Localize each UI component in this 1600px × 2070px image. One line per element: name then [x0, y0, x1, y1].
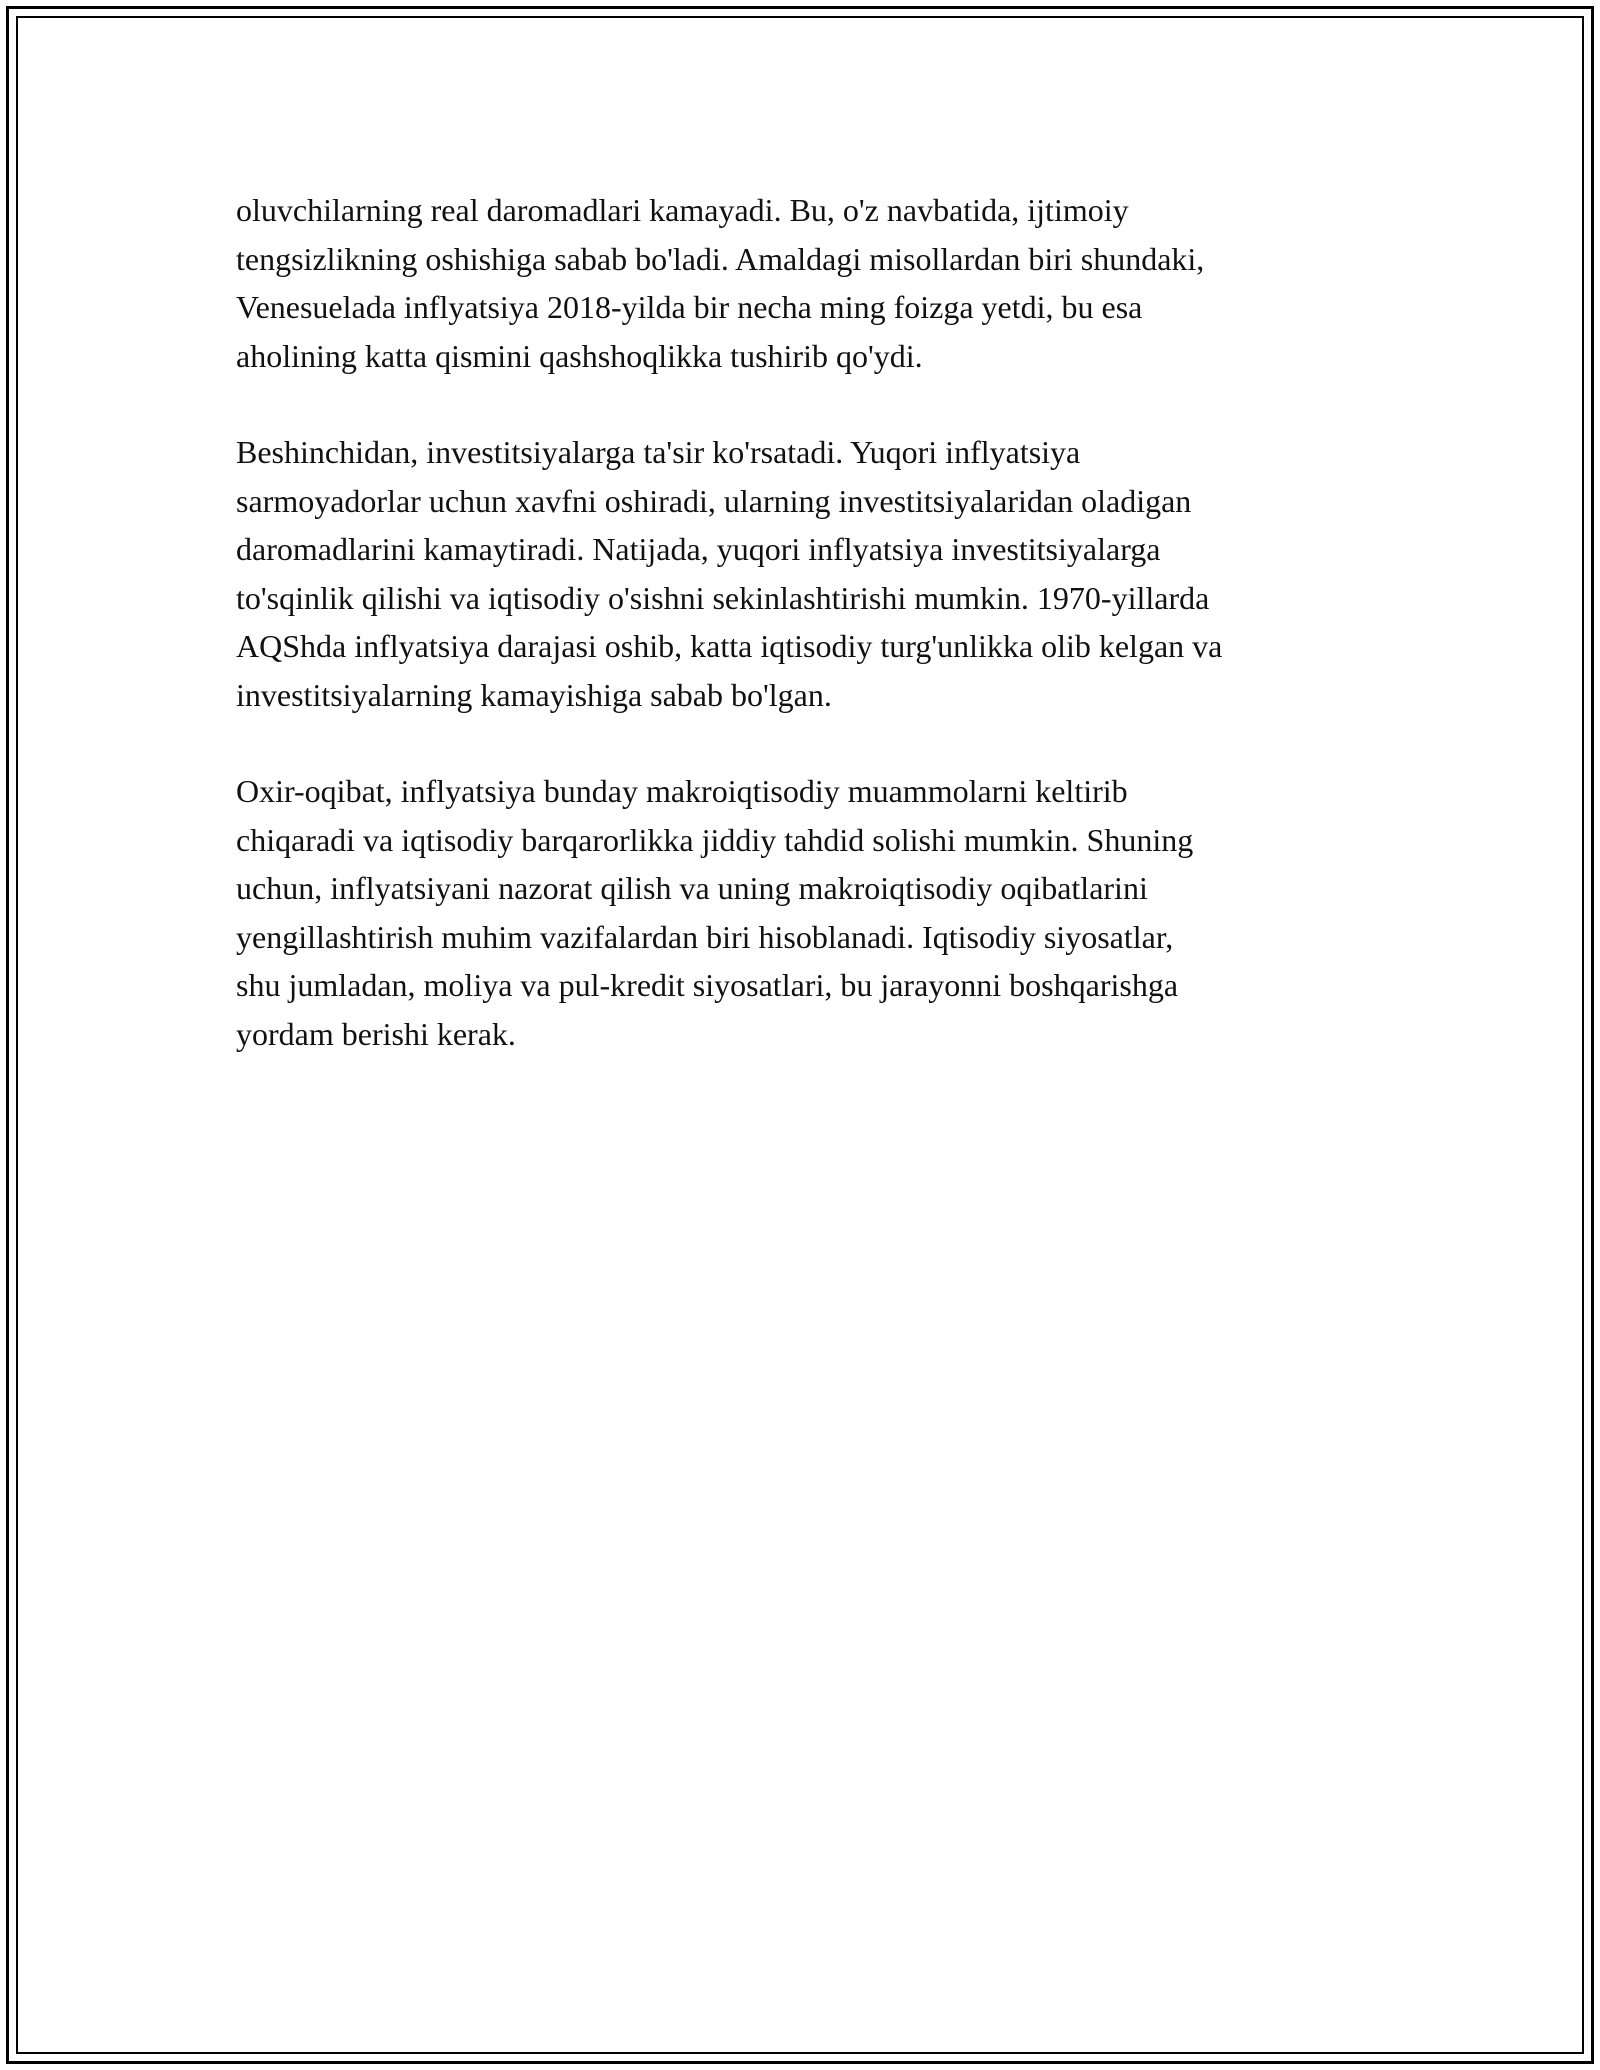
paragraph-3: [236, 767, 1386, 1058]
text-line: to'sqinlik qilishi va iqtisodiy o'sishni sekinlashtirishi mumkin. 1970-yillarda: [236, 579, 1210, 616]
text-line: uchun, inflyatsiyani nazorat qilish va uning makroiqtisodiy oqibatlarini: [236, 870, 1148, 906]
text-line: shu jumladan, moliya va pul-kredit siyosatlari, bu jarayonni boshqarishga: [236, 967, 1179, 1003]
text-line: aholining katta qismini qashshoqlikka tushirib qo'ydi.: [236, 337, 923, 374]
text-line: oluvchilarning real daromadlari kamayadi. Bu, o'z navbatida, ijtimoiy: [236, 192, 1129, 228]
text-line: yengillashtirish muhim vazifalardan biri hisoblanadi. Iqtisodiy siyosatlar,: [236, 918, 1174, 955]
text-line: Venesuelada inflyatsiya 2018-yilda bir necha ming foizga yetdi, bu esa: [236, 289, 1143, 325]
text-line: Oxir-oqibat, inflyatsiya bunday makroiqtisodiy muammolarni keltirib: [236, 773, 1128, 809]
text-line: Beshinchidan, investitsiyalarga ta'sir ko'rsatadi. Yuqori inflyatsiya: [236, 434, 1081, 470]
text-line: chiqaradi va iqtisodiy barqarorlikka jiddiy tahdid solishi mumkin. Shuning: [236, 821, 1194, 858]
paragraph-2: [236, 428, 1386, 719]
text-line: yordam berishi kerak.: [236, 1015, 516, 1052]
text-line: investitsiyalarning kamayishiga sabab bo'lgan.: [236, 676, 832, 713]
text-line: daromadlarini kamaytiradi. Natijada, yuqori inflyatsiya investitsiyalarga: [236, 531, 1161, 567]
text-line: tengsizlikning oshishiga sabab bo'ladi. Amaldagi misollardan biri shundaki,: [236, 240, 1205, 277]
text-line: sarmoyadorlar uchun xavfni oshiradi, ularning investitsiyalaridan oladigan: [236, 482, 1192, 519]
document-body: [236, 186, 1386, 1106]
text-line: AQShda inflyatsiya darajasi oshib, katta iqtisodiy turg'unlikka olib kelgan va: [236, 628, 1223, 664]
paragraph-1: [236, 186, 1386, 380]
